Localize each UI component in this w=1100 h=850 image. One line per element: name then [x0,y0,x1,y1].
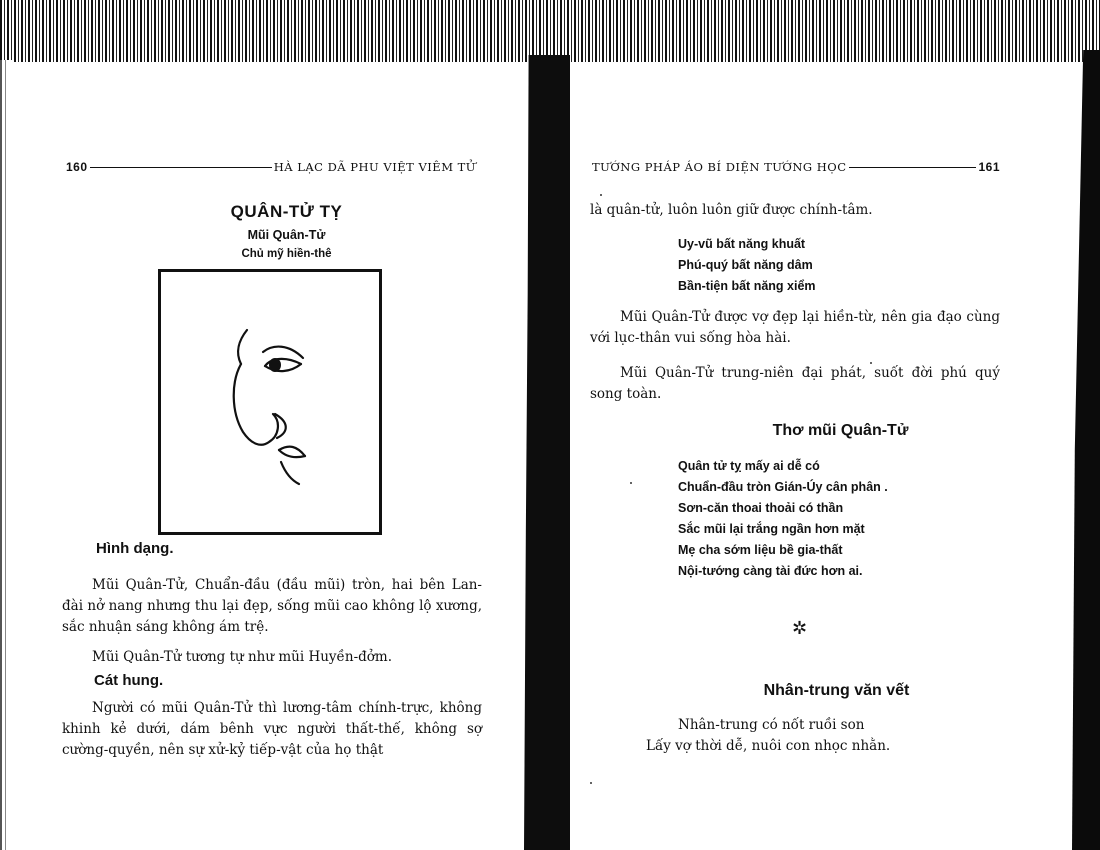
maxims-block [678,234,816,297]
nose-profile-drawing [161,272,379,532]
scan-speck [870,362,872,364]
paragraph: Mũi Quân-Tử, Chuẩn-đầu (đầu mũi) tròn, hai bên Lan-đài nở nang nhưng thu lại đẹp, sống mũi cao không lộ xương, sắc nhuận sáng không ám trệ. [62,577,482,635]
poem-line: Mẹ cha sớm liệu bề gia-thất [678,543,843,557]
paragraph: Mũi Quân-Tử tương tự như mũi Huyền-đởm. [92,649,392,665]
left-running-head-text: HÀ LẠC DÃ PHU VIỆT VIÊM TỬ [273,160,476,174]
poem-line: Sơn-căn thoai thoải có thần [678,501,844,515]
maxim-line: Uy-vũ bất năng khuất [678,237,806,251]
scan-border-top [0,0,1100,62]
scan-border-left [0,60,14,850]
scan-speck [590,782,592,784]
poem-line: Quân tử tỵ mấy ai dễ có [678,459,820,473]
ornament-icon: ✲ [792,618,808,639]
paragraph: Mũi Quân-Tử trung-niên đại phát, suốt đời phú quý song toàn. [590,365,1000,402]
page-title: QUÂN-TỬ TỴ [230,202,343,221]
left-page-number: 160 [66,160,88,174]
page-subtitle-2: Chủ mỹ hiền-thê [241,248,332,260]
poem-line: Chuẩn-đầu tròn Gián-Úy cân phân . [678,480,888,494]
paragraph: là quân-tử, luôn luôn giữ được chính-tâm. [590,202,873,218]
right-page [570,62,1070,850]
paragraph: Người có mũi Quân-Tử thì lương-tâm chính-trực, không khinh kẻ dưới, dám bênh vực người thất-thế, không sợ cường-quyền, nên sự xử-kỷ tiếp-vật của họ thật [62,700,482,758]
header-rule [90,167,272,168]
right-running-head-text: TƯỚNG PHÁP ÁO BÍ DIỆN TƯỚNG HỌC [592,160,847,174]
poem-line: Nội-tướng càng tài đức hơn ai. [678,564,863,578]
left-running-head [66,160,476,174]
right-running-head [592,160,1000,174]
section-heading-nhan-trung: Nhân-trung văn vết [763,682,910,699]
poem-title: Thơ mũi Quân-Tử [772,422,909,439]
right-page-number: 161 [978,160,1000,174]
paragraph: Mũi Quân-Tử được vợ đẹp lại hiền-từ, nên gia đạo cùng với lục-thân vui sống hòa hài. [590,309,1000,346]
scan-speck [600,194,602,196]
section-heading-cat-hung: Cát hung. [94,672,164,689]
couplet-line: Lấy vợ thời dễ, nuôi con nhọc nhằn. [646,738,891,754]
header-rule [849,167,977,168]
right-edge-shadow [1072,50,1100,850]
scan-speck [630,482,632,484]
section-heading-hinh-dang: Hình dạng. [96,540,174,557]
couplet-line: Nhân-trung có nốt ruồi son [678,717,865,733]
poem-line: Sắc mũi lại trắng ngần hơn mặt [678,522,865,536]
maxim-line: Phú-quý bất năng dâm [678,258,813,272]
poem-block [678,456,888,582]
page-subtitle: Mũi Quân-Tử [247,228,326,242]
left-page [14,62,524,850]
maxim-line: Bần-tiện bất năng xiểm [678,279,816,293]
book-gutter-shadow [524,55,570,850]
nose-illustration [158,269,382,535]
